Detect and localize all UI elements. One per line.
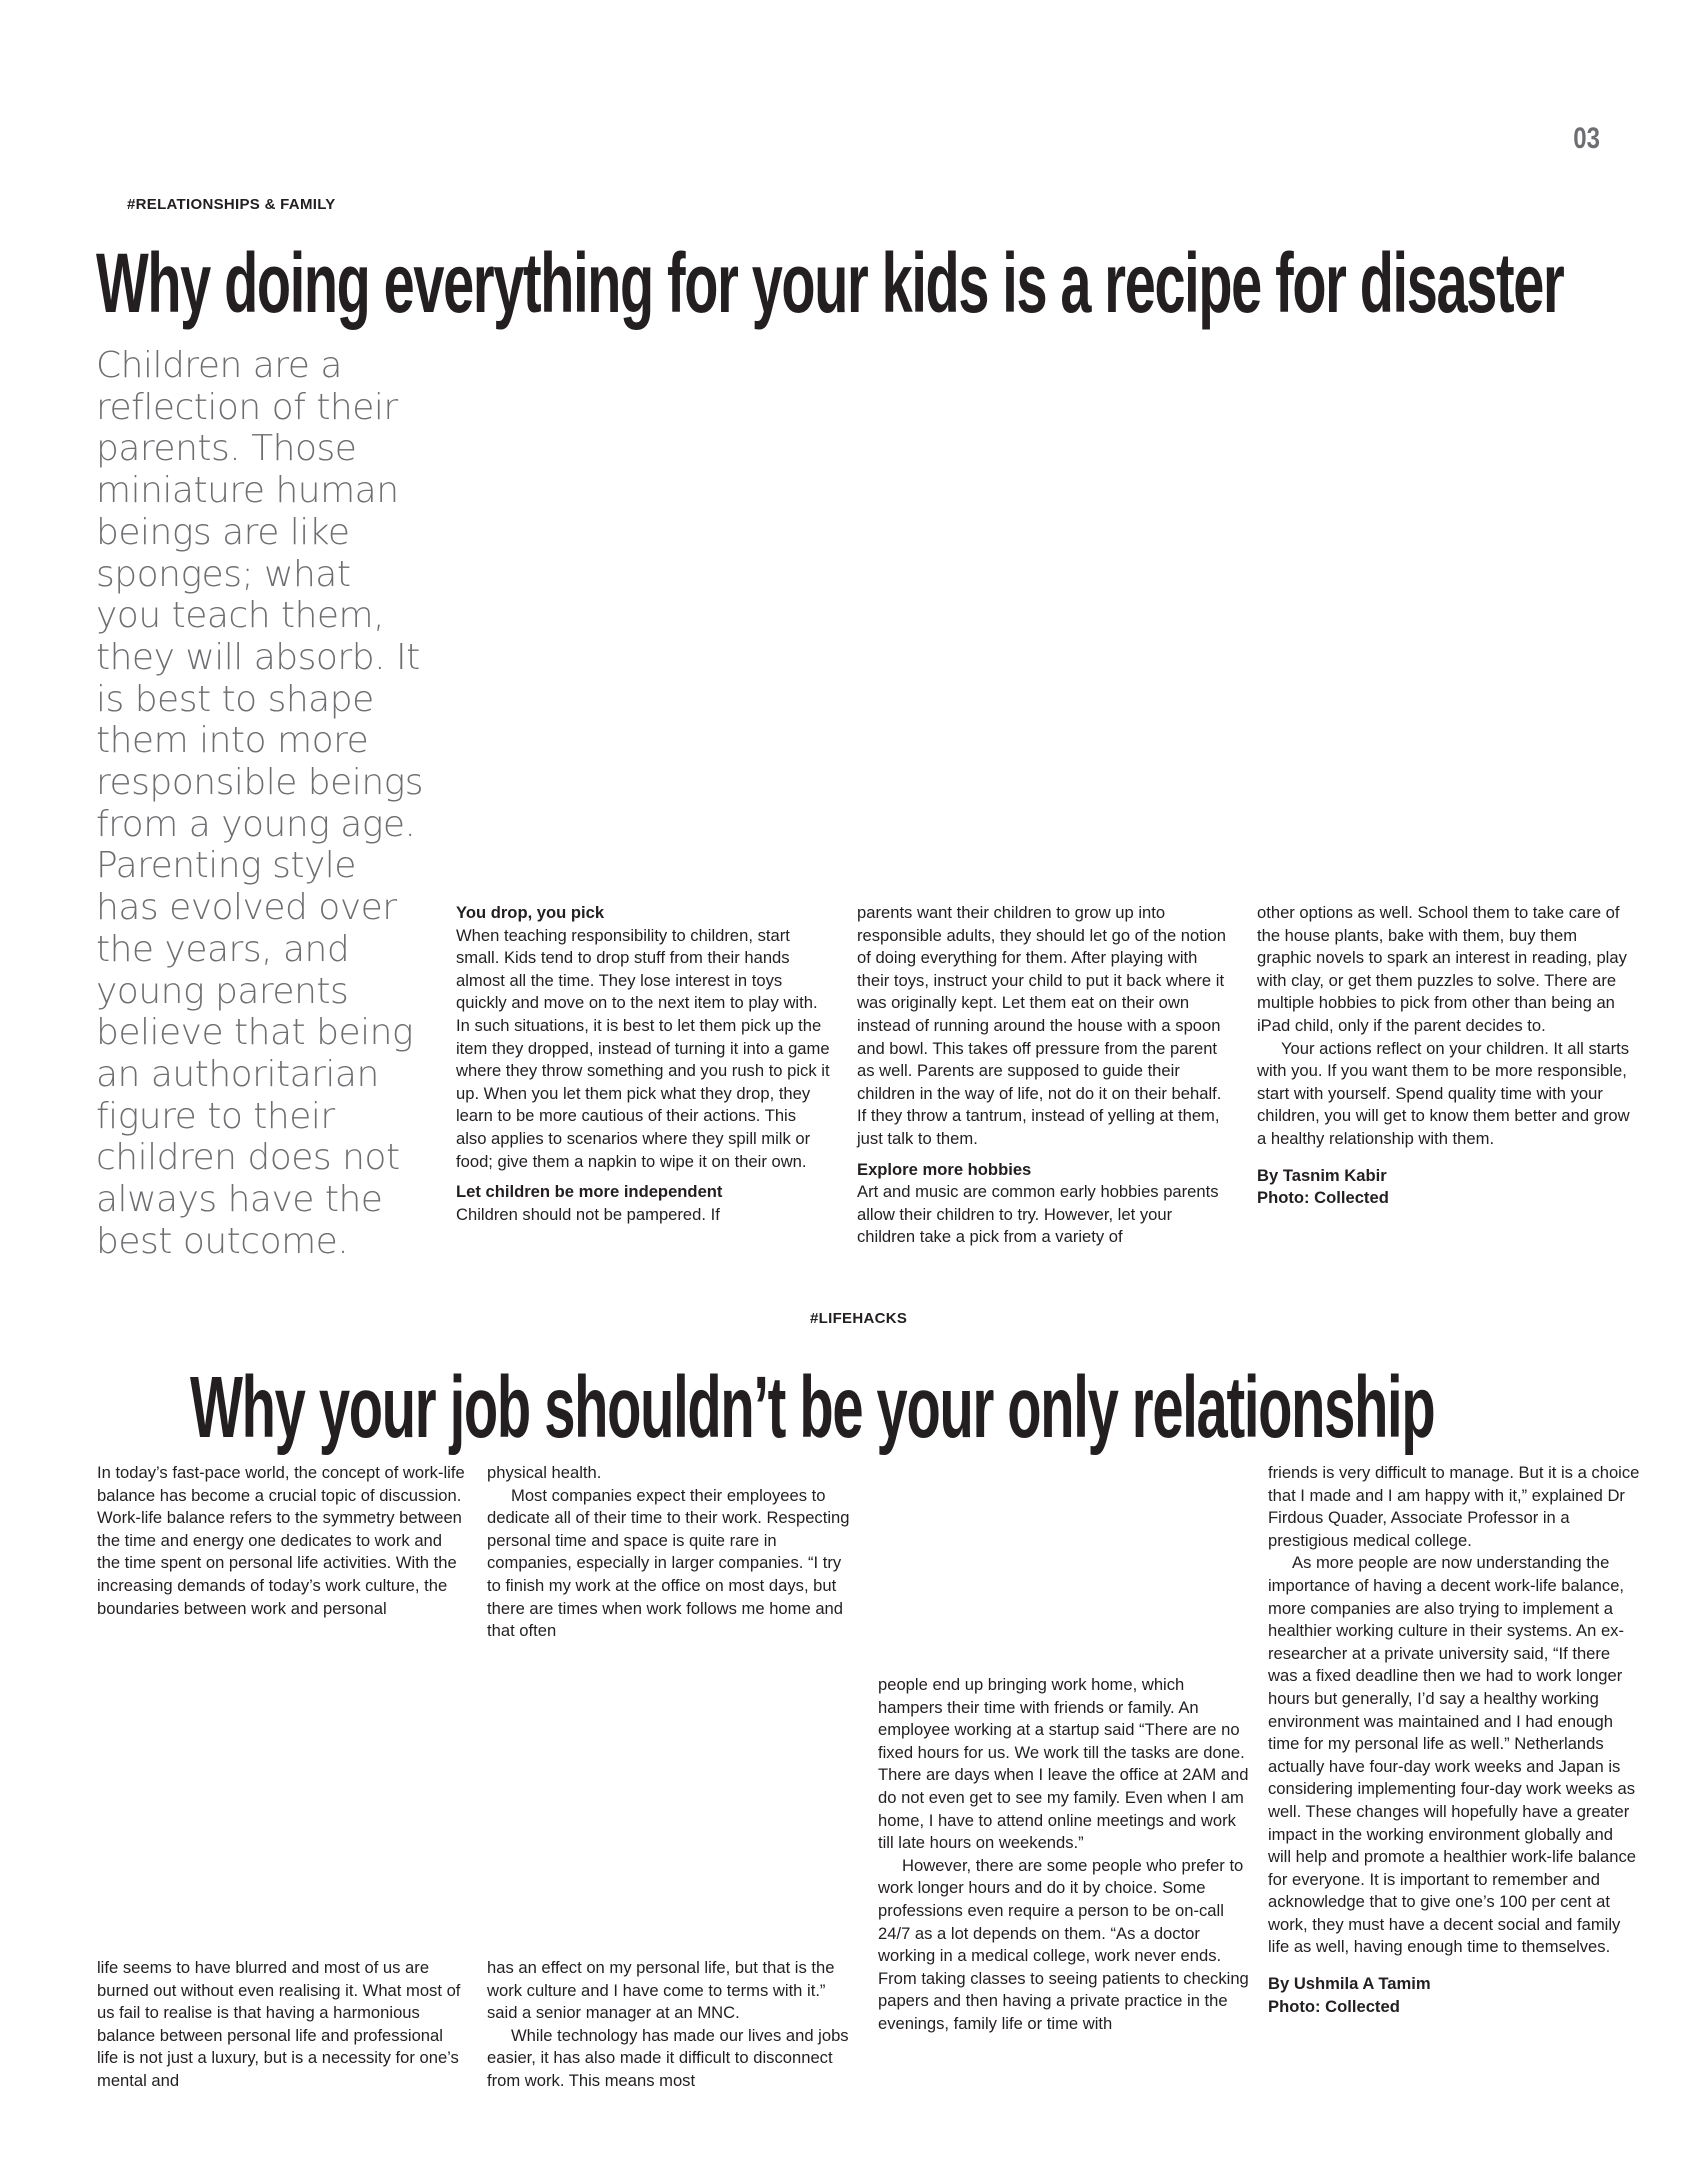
article1-headline: Why doing everything for your kids is a recipe for disaster <box>96 236 1564 330</box>
paragraph: Most companies expect their employees to dedicate all of their time to their work. Respecting personal time and space is quite rare in companies, especially in larger companies. “I try to finish my work at the office on most days, but there are times when work follows me home and that often <box>487 1485 850 1641</box>
paragraph: However, there are some people who prefer to work longer hours and do it by choice. Some professions even require a person to be on-call 24/7 as a lot depends on them. “As a doctor working in a medical college, work never ends. From taking classes to seeing patients to checking papers and then having a private practice in the evenings, family life or time with <box>878 1855 1249 2033</box>
subheading-explore-more-hobbies: Explore more hobbies <box>857 1159 1032 1179</box>
paragraph: In today’s fast-pace world, the concept of work-life balance has become a crucial topic of discussion. Work-life balance refers to the symmetry between the time and energy one dedicates to work and the time spent on personal life activities. With the increasing demands of today’s work culture, the boundaries between work and personal <box>97 1463 465 1618</box>
article2-section-tag: #LIFEHACKS <box>810 1310 908 1327</box>
article1-column-1 <box>456 902 831 1226</box>
article2-column-2-top <box>487 1462 857 1643</box>
paragraph: Children should not be pampered. If <box>456 1204 720 1224</box>
paragraph: Your actions reflect on your children. It all starts with you. If you want them to be more responsible, start with yourself. Spend quality time with your children, you will get to know them better and grow a healthy relationship with them. <box>1257 1038 1630 1148</box>
byline: By Tasnim Kabir <box>1257 1165 1387 1185</box>
paragraph: other options as well. School them to take care of the house plants, bake with them, buy them graphic novels to spark an interest in reading, play with clay, or get them puzzles to solve. There are multiple hobbies to pick from other than being an iPad child, only if the parent decides to. <box>1257 903 1627 1035</box>
paragraph: physical health. <box>487 1463 602 1482</box>
paragraph: While technology has made our lives and jobs easier, it has also made it difficult to disconnect from work. This means most <box>487 2025 849 2090</box>
paragraph: life seems to have blurred and most of us are burned out without even realising it. What most of us fail to realise is that having a harmonious balance between personal life and professional life is not just a luxury, but is a necessity for one’s mental and <box>97 1958 461 2090</box>
article2-column-1-bottom <box>97 1957 467 2093</box>
article2-column-1-top <box>97 1462 467 1620</box>
page-number: 03 <box>1573 122 1600 155</box>
article1-column-3 <box>1257 902 1632 1210</box>
paragraph: has an effect on my personal life, but that is the work culture and I have come to terms with it.” said a senior manager at an MNC. <box>487 1958 835 2023</box>
paragraph: As more people are now understanding the importance of having a decent work-life balance, more companies are also trying to implement a healthier working culture in their systems. An ex-researcher at a private university said, “If there was a fixed deadline then we had to work longer hours but generally, I’d say a healthy working environment was maintained and I had enough time for my personal life as well.” Netherlands actually have four-day work weeks and Japan is considering implementing four-day work weeks as well. These changes will hopefully have a greater impact in the working environment globally and will help and promote a healthier work-life balance for everyone. It is important to remember and acknowledge that to give one’s 100 per cent at work, they must have a decent social and family life as well, having enough time to themselves. <box>1268 1553 1637 1957</box>
article1-section-tag: #RELATIONSHIPS & FAMILY <box>127 196 336 213</box>
byline: By Ushmila A Tamim <box>1268 1974 1431 1994</box>
photo-credit: Photo: Collected <box>1268 1996 1400 2016</box>
paragraph: friends is very difficult to manage. But it is a choice that I made and I am happy with it,” explained Dr Firdous Quader, Associate Professor in a prestigious medical college. <box>1268 1463 1640 1550</box>
article2-column-3 <box>878 1674 1250 2036</box>
subheading-you-drop-you-pick: You drop, you pick <box>456 903 605 922</box>
article1-column-2 <box>857 902 1232 1249</box>
article2-column-4 <box>1268 1462 1640 2018</box>
paragraph: parents want their children to grow up into responsible adults, they should let go of the notion of doing everything for them. After playing with their toys, instruct your child to put it back where it was originally kept. Let them eat on their own instead of running around the house with a spoon and bowl. This takes off pressure from the parent as well. Parents are supposed to guide their children in the way of life, not do it on their behalf. If they throw a tantrum, instead of yelling at them, just talk to them. <box>857 903 1227 1148</box>
paragraph: Art and music are common early hobbies parents allow their children to try. However, let your children take a pick from a variety of <box>857 1182 1219 1247</box>
paragraph: people end up bringing work home, which hampers their time with friends or family. An employee working at a startup said “There are no fixed hours for us. We work till the tasks are done. There are days when I leave the office at 2AM and do not even get to see my family. Even when I am home, I have to attend online meetings and work till late hours on weekends.” <box>878 1675 1249 1853</box>
subheading-let-children-be-independent: Let children be more independent <box>456 1182 723 1202</box>
paragraph: When teaching responsibility to children, start small. Kids tend to drop stuff from their hands almost all the time. They lose interest in toys quickly and move on to the next item to play with. In such situations, it is best to let them pick up the item they dropped, instead of turning it into a game where they throw something and you rush to pick it up. When you let them pick what they drop, they learn to be more cautious of their actions. This also applies to scenarios where they spill milk or food; give them a napkin to wipe it on their own. <box>456 925 830 1171</box>
article2-column-2-bottom <box>487 1957 857 2093</box>
article1-lede: Children are a reflection of their parents. Those miniature human beings are like sponges; what you teach them, they will absorb. It is best to shape them into more responsible beings from a young age. Parenting style has evolved over the years, and young parents believe that being an authoritarian figure to their children does not always have the best outcome. <box>96 345 423 1262</box>
photo-credit: Photo: Collected <box>1257 1188 1389 1208</box>
article2-headline: Why your job shouldn’t be your only relationship <box>190 1359 1435 1456</box>
